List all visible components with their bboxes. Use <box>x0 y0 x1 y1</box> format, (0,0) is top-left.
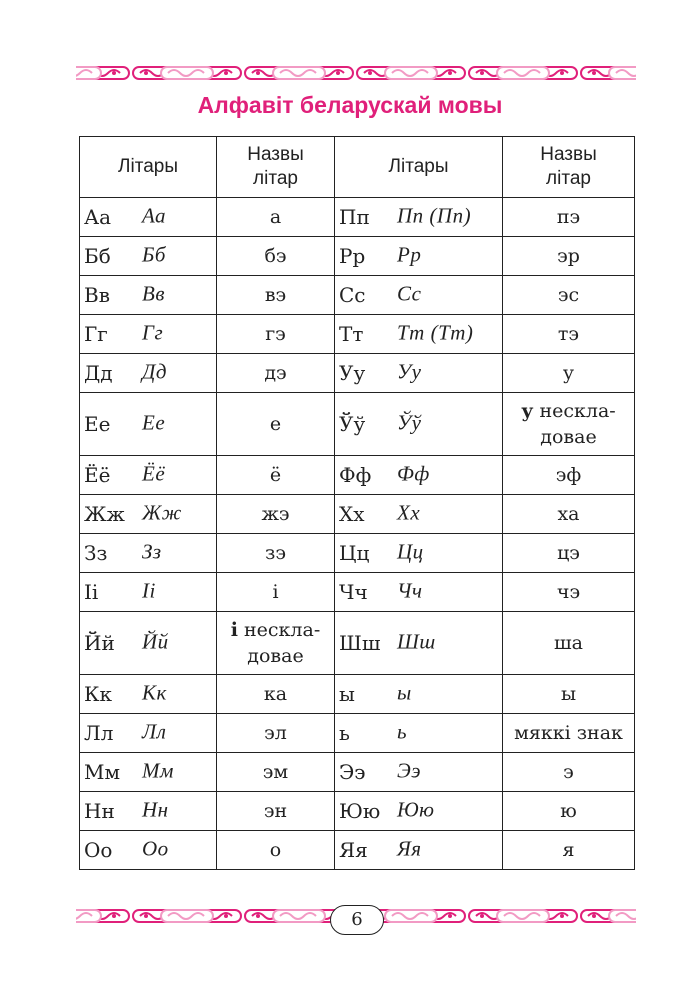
letter-cell-left <box>80 753 217 792</box>
ornament-pattern <box>76 65 636 81</box>
letter-name: ка <box>263 683 288 705</box>
letter-cell-left <box>80 315 217 354</box>
printed-letter: Рр <box>339 244 366 268</box>
letter-name-cell-left <box>217 354 335 393</box>
handwritten-letter: Ее <box>142 410 166 435</box>
top-ornament-border <box>76 65 636 81</box>
table-row <box>80 675 635 714</box>
letter-name: ша <box>554 632 583 654</box>
letter-name-cell-left <box>217 792 335 831</box>
letter-cell-right <box>335 675 503 714</box>
handwritten-letter: Ёё <box>142 461 166 486</box>
letter-name-cell-right <box>503 315 635 354</box>
handwritten-letter: Тт (Тт) <box>397 320 474 345</box>
table-row <box>80 792 635 831</box>
handwritten-letter: Аа <box>142 203 167 228</box>
header-names-right <box>503 137 635 198</box>
handwritten-letter: ы <box>397 680 412 705</box>
letter-name: эр <box>557 245 580 267</box>
header-names-text: Назвы літар <box>247 144 304 189</box>
header-names-text: Назвы літар <box>540 144 597 189</box>
printed-letter: Нн <box>84 799 115 823</box>
page-title: Алфавіт беларускай мовы <box>197 92 503 118</box>
letter-name-cell-right <box>503 534 635 573</box>
letter-cell-right <box>335 792 503 831</box>
letter-name: чэ <box>556 581 581 603</box>
letter-cell-left <box>80 714 217 753</box>
letter-name: тэ <box>557 323 580 345</box>
table-body <box>80 198 635 870</box>
letter-name: бэ <box>264 245 287 267</box>
printed-letter: Уу <box>339 361 366 385</box>
letter-name-cell-left <box>217 753 335 792</box>
letter-name-cell-right <box>503 714 635 753</box>
letter-name: эм <box>262 761 289 783</box>
printed-letter: Тт <box>339 322 364 346</box>
letter-name: а <box>269 206 282 228</box>
table-row <box>80 753 635 792</box>
table-header-row <box>80 137 635 198</box>
printed-letter: Фф <box>339 463 372 487</box>
letter-cell-left <box>80 573 217 612</box>
letter-name: эл <box>264 722 287 744</box>
handwritten-letter: Іі <box>142 578 156 603</box>
letter-name-cell-right <box>503 495 635 534</box>
handwritten-letter: Дд <box>142 359 167 384</box>
letter-name-cell-right <box>503 276 635 315</box>
letter-name-cell-left <box>217 495 335 534</box>
letter-name: цэ <box>557 542 580 564</box>
table-row <box>80 534 635 573</box>
letter-cell-left <box>80 831 217 870</box>
handwritten-letter: Гг <box>142 320 164 345</box>
letter-cell-left <box>80 675 217 714</box>
printed-letter: Вв <box>84 283 110 307</box>
printed-letter: Шш <box>339 631 381 655</box>
table-row <box>80 276 635 315</box>
letter-name-bold: і <box>230 619 238 641</box>
letter-name: эн <box>263 800 288 822</box>
letter-name-cell-right <box>503 456 635 495</box>
letter-cell-left <box>80 237 217 276</box>
letter-cell-right <box>335 393 503 456</box>
letter-name: нескла-довае <box>539 400 616 448</box>
letter-cell-right <box>335 198 503 237</box>
printed-letter: Бб <box>84 244 111 268</box>
letter-name-cell-right <box>503 198 635 237</box>
letter-cell-right <box>335 612 503 675</box>
letter-cell-left <box>80 393 217 456</box>
letter-cell-right <box>335 495 503 534</box>
letter-name: ю <box>560 800 577 822</box>
handwritten-letter: Сс <box>397 281 422 306</box>
header-letters-left: Літары <box>80 137 217 198</box>
letter-name-cell-left <box>217 456 335 495</box>
letter-name-cell-left <box>217 612 335 675</box>
printed-letter: Ёё <box>84 463 111 487</box>
letter-name: гэ <box>265 323 286 345</box>
letter-name-cell-right <box>503 753 635 792</box>
letter-cell-right <box>335 315 503 354</box>
letter-name: э <box>563 761 574 783</box>
letter-cell-right <box>335 753 503 792</box>
letter-cell-left <box>80 456 217 495</box>
letter-name-cell-left <box>217 831 335 870</box>
letter-cell-right <box>335 534 503 573</box>
printed-letter: Жж <box>84 502 125 526</box>
letter-name-cell-left <box>217 675 335 714</box>
letter-name-cell-right <box>503 354 635 393</box>
letter-cell-right <box>335 237 503 276</box>
letter-cell-left <box>80 276 217 315</box>
page-number: 6 <box>330 905 384 935</box>
handwritten-letter: Юю <box>397 797 435 822</box>
printed-letter: Мм <box>84 760 121 784</box>
letter-name: мяккі знак <box>514 722 623 744</box>
letter-cell-right <box>335 831 503 870</box>
letter-name-cell-right <box>503 237 635 276</box>
letter-name: эф <box>555 464 582 486</box>
letter-name: у <box>562 362 575 384</box>
printed-letter: Гг <box>84 322 108 346</box>
letter-name: ё <box>269 464 282 486</box>
letter-name-cell-right <box>503 792 635 831</box>
printed-letter: Оо <box>84 838 113 862</box>
letter-name-cell-left <box>217 714 335 753</box>
handwritten-letter: Лл <box>142 719 167 744</box>
table-row <box>80 573 635 612</box>
handwritten-letter: Рр <box>397 242 422 267</box>
letter-cell-left <box>80 198 217 237</box>
letter-name: нескла-довае <box>244 619 321 667</box>
printed-letter: ь <box>339 721 350 745</box>
printed-letter: Чч <box>339 580 368 604</box>
handwritten-letter: ь <box>397 719 408 744</box>
handwritten-letter: Цц <box>397 539 424 564</box>
letter-name-cell-right <box>503 612 635 675</box>
printed-letter: Хх <box>339 502 365 526</box>
letter-name-cell-left <box>217 237 335 276</box>
printed-letter: ы <box>339 682 355 706</box>
letter-cell-right <box>335 714 503 753</box>
table-row <box>80 495 635 534</box>
letter-name: жэ <box>261 503 290 525</box>
letter-name: вэ <box>264 284 287 306</box>
printed-letter: Цц <box>339 541 370 565</box>
printed-letter: Ее <box>84 412 111 436</box>
table-row <box>80 354 635 393</box>
handwritten-letter: Вв <box>142 281 165 306</box>
letter-name-cell-left <box>217 393 335 456</box>
handwritten-letter: Нн <box>142 797 169 822</box>
letter-name: зэ <box>264 542 286 564</box>
letter-name: я <box>562 839 575 861</box>
printed-letter: Аа <box>84 205 112 229</box>
handwritten-letter: Фф <box>397 461 430 486</box>
handwritten-letter: Йй <box>142 629 169 654</box>
letter-name: і <box>272 581 279 603</box>
letter-name-cell-right <box>503 675 635 714</box>
letter-name: эс <box>557 284 580 306</box>
table-row <box>80 831 635 870</box>
letter-cell-left <box>80 612 217 675</box>
letter-name-cell-left <box>217 198 335 237</box>
letter-name: ы <box>560 683 577 705</box>
handwritten-letter: Яя <box>397 836 422 861</box>
letter-name-cell-right <box>503 831 635 870</box>
letter-name-cell-right <box>503 393 635 456</box>
printed-letter: Дд <box>84 361 113 385</box>
table-row <box>80 393 635 456</box>
handwritten-letter: Оо <box>142 836 169 861</box>
letter-cell-right <box>335 456 503 495</box>
letter-name: пэ <box>556 206 581 228</box>
letter-name-cell-left <box>217 315 335 354</box>
letter-cell-left <box>80 354 217 393</box>
printed-letter: Ўў <box>339 412 366 436</box>
printed-letter: Іі <box>84 580 99 604</box>
letter-name-cell-left <box>217 534 335 573</box>
letter-name-cell-left <box>217 276 335 315</box>
printed-letter: Йй <box>84 631 115 655</box>
letter-cell-left <box>80 534 217 573</box>
handwritten-letter: Кк <box>142 680 167 705</box>
letter-name: ха <box>557 503 580 525</box>
letter-name: о <box>269 839 282 861</box>
letter-name: дэ <box>264 362 287 384</box>
handwritten-letter: Хх <box>397 500 421 525</box>
letter-name-bold: у <box>521 400 534 422</box>
letter-cell-right <box>335 573 503 612</box>
handwritten-letter: Жж <box>142 500 182 525</box>
table-row <box>80 714 635 753</box>
printed-letter: Зз <box>84 541 108 565</box>
handwritten-letter: Зз <box>142 539 162 564</box>
handwritten-letter: Уу <box>397 359 422 384</box>
alphabet-table <box>79 136 635 870</box>
handwritten-letter: Ээ <box>397 758 422 783</box>
handwritten-letter: Бб <box>142 242 166 267</box>
letter-name-cell-right <box>503 573 635 612</box>
printed-letter: Сс <box>339 283 366 307</box>
letter-name: е <box>269 413 282 435</box>
printed-letter: Пп <box>339 205 370 229</box>
letter-cell-right <box>335 354 503 393</box>
printed-letter: Лл <box>84 721 114 745</box>
letter-cell-left <box>80 792 217 831</box>
table-row <box>80 612 635 675</box>
letter-name-cell-left <box>217 573 335 612</box>
table-row <box>80 198 635 237</box>
printed-letter: Юю <box>339 799 381 823</box>
header-names-left <box>217 137 335 198</box>
printed-letter: Ээ <box>339 760 366 784</box>
table-row <box>80 456 635 495</box>
table-row <box>80 237 635 276</box>
handwritten-letter: Пп (Пп) <box>397 203 472 228</box>
handwritten-letter: Шш <box>397 629 436 654</box>
handwritten-letter: Ўў <box>397 410 422 435</box>
letter-cell-left <box>80 495 217 534</box>
table-row <box>80 315 635 354</box>
printed-letter: Кк <box>84 682 112 706</box>
letter-cell-right <box>335 276 503 315</box>
handwritten-letter: Мм <box>142 758 174 783</box>
handwritten-letter: Чч <box>397 578 423 603</box>
header-letters-right: Літары <box>335 137 503 198</box>
printed-letter: Яя <box>339 838 368 862</box>
